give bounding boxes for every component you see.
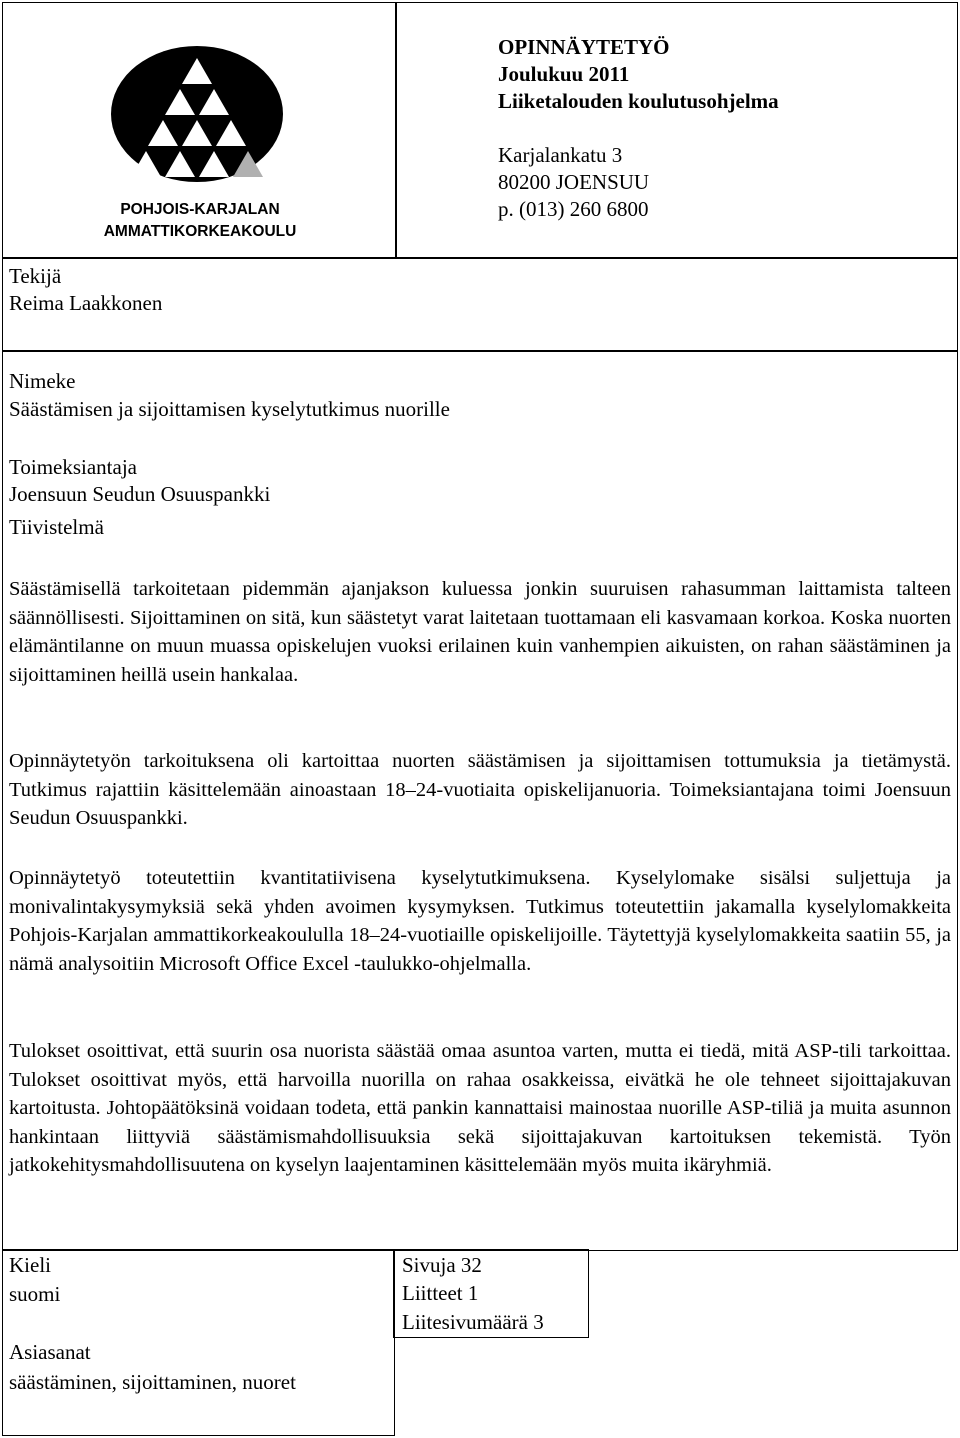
appendix-count-value: 1	[467, 1281, 479, 1305]
keywords-label: Asiasanat	[9, 1340, 91, 1364]
thesis-title: Säästämisen ja sijoittamisen kyselytutkimus nuorille	[9, 397, 450, 421]
document-type: OPINNÄYTETYÖ	[498, 35, 670, 59]
abstract-paragraph-1: Säästämisellä tarkoitetaan pidemmän ajanjakson kuluessa jonkin suuruisen rahasumman laittamista talteen säännöllisesti. Sijoittaminen on sitä, kun säästetyt varat laitetaan tuottamaan eli kasvamaan korkoa. Koska nuorten elämäntilanne on muun muassa opiskelujen vuoksi erilainen kuin vanhempien aikuisten, on rahan säästäminen ja sijoittaminen heillä usein hankalaa.	[9, 578, 951, 686]
language-label: Kieli	[9, 1253, 51, 1277]
header-info-box	[395, 2, 958, 259]
appendix-count	[402, 1280, 478, 1307]
abstract-paragraph-2: Opinnäytetyön tarkoituksena oli kartoittaa nuorten säästämisen ja sijoittamisen tottumuksia ja tietämystä. Tutkimus rajattiin käsittelemään ainoastaan 18–24-vuotiaita opiskelijanuoria. Toimeksiantajana toimi Joensuun Seudun Osuuspankki.	[9, 750, 951, 829]
title-label: Nimeke	[9, 369, 76, 393]
appendix-page-count-value: 3	[533, 1310, 544, 1334]
author-name: Reima Laakkonen	[9, 291, 163, 315]
appendix-page-count-label: Liitesivumäärä	[402, 1310, 528, 1334]
school-logo	[104, 44, 300, 240]
address-street: Karjalankatu 3	[498, 143, 623, 167]
appendix-count-label: Liitteet	[402, 1281, 463, 1305]
address-city: 80200 JOENSUU	[498, 170, 650, 194]
language-value: suomi	[9, 1282, 61, 1306]
abstract-paragraph-3: Opinnäytetyö toteutettiin kvantitatiivisena kyselytutkimuksena. Kyselylomake sisälsi suljettuja ja monivalintakysymyksiä sekä yhden avoimen kysymyksen. Tutkimus toteutettiin jakamalla kyselylomakkeita Pohjois-Karjalan ammattikorkeakoululla 18–24-vuotiaille opiskelijoille. Täytettyjä kyselylomakkeita saatiin 55, ja nämä analysoitiin Microsoft Office Excel -taulukko-ohjelmalla.	[9, 867, 951, 975]
degree-program: Liiketalouden koulutusohjelma	[498, 89, 779, 113]
author-label: Tekijä	[9, 264, 62, 288]
document-date: Joulukuu 2011	[498, 62, 630, 86]
abstract-label: Tiivistelmä	[9, 515, 104, 539]
abstract-paragraph-4: Tulokset osoittivat, että suurin osa nuorista säästää omaa asuntoa varten, mutta ei tiedä, mitä ASP-tili tarkoittaa. Tulokset osoittivat myös, että harvoilla nuorilla on rahaa osakkeissa, eivätkä he ole tehneet sijoittajakuvan kartoitusta. Johtopäätöksinä voidaan todeta, että pankin kannattaisi mainostaa nuorille ASP-tiliä ja muita asunnon hankintaan liittyviä säästämismahdollisuuksia sekä sijoittajakuvan kartoituksen tekemistä. Työn jatkokehitysmahdollisuutena on kyselyn laajentaminen käsittelemään myös muita ikäryhmiä.	[9, 1040, 951, 1176]
page-count	[402, 1252, 482, 1279]
appendix-page-count	[402, 1309, 544, 1336]
commissioner-name: Joensuun Seudun Osuuspankki	[9, 482, 271, 506]
page-count-value: 32	[460, 1253, 482, 1277]
logo-text-line1: POHJOIS-KARJALAN	[120, 201, 280, 218]
keywords-value: säästäminen, sijoittaminen, nuoret	[9, 1370, 296, 1394]
logo-text-line2: AMMATTIKORKEAKOULU	[104, 223, 297, 240]
commissioner-label: Toimeksiantaja	[9, 455, 137, 479]
page-count-label: Sivuja	[402, 1253, 456, 1277]
phone-number: p. (013) 260 6800	[498, 197, 649, 221]
